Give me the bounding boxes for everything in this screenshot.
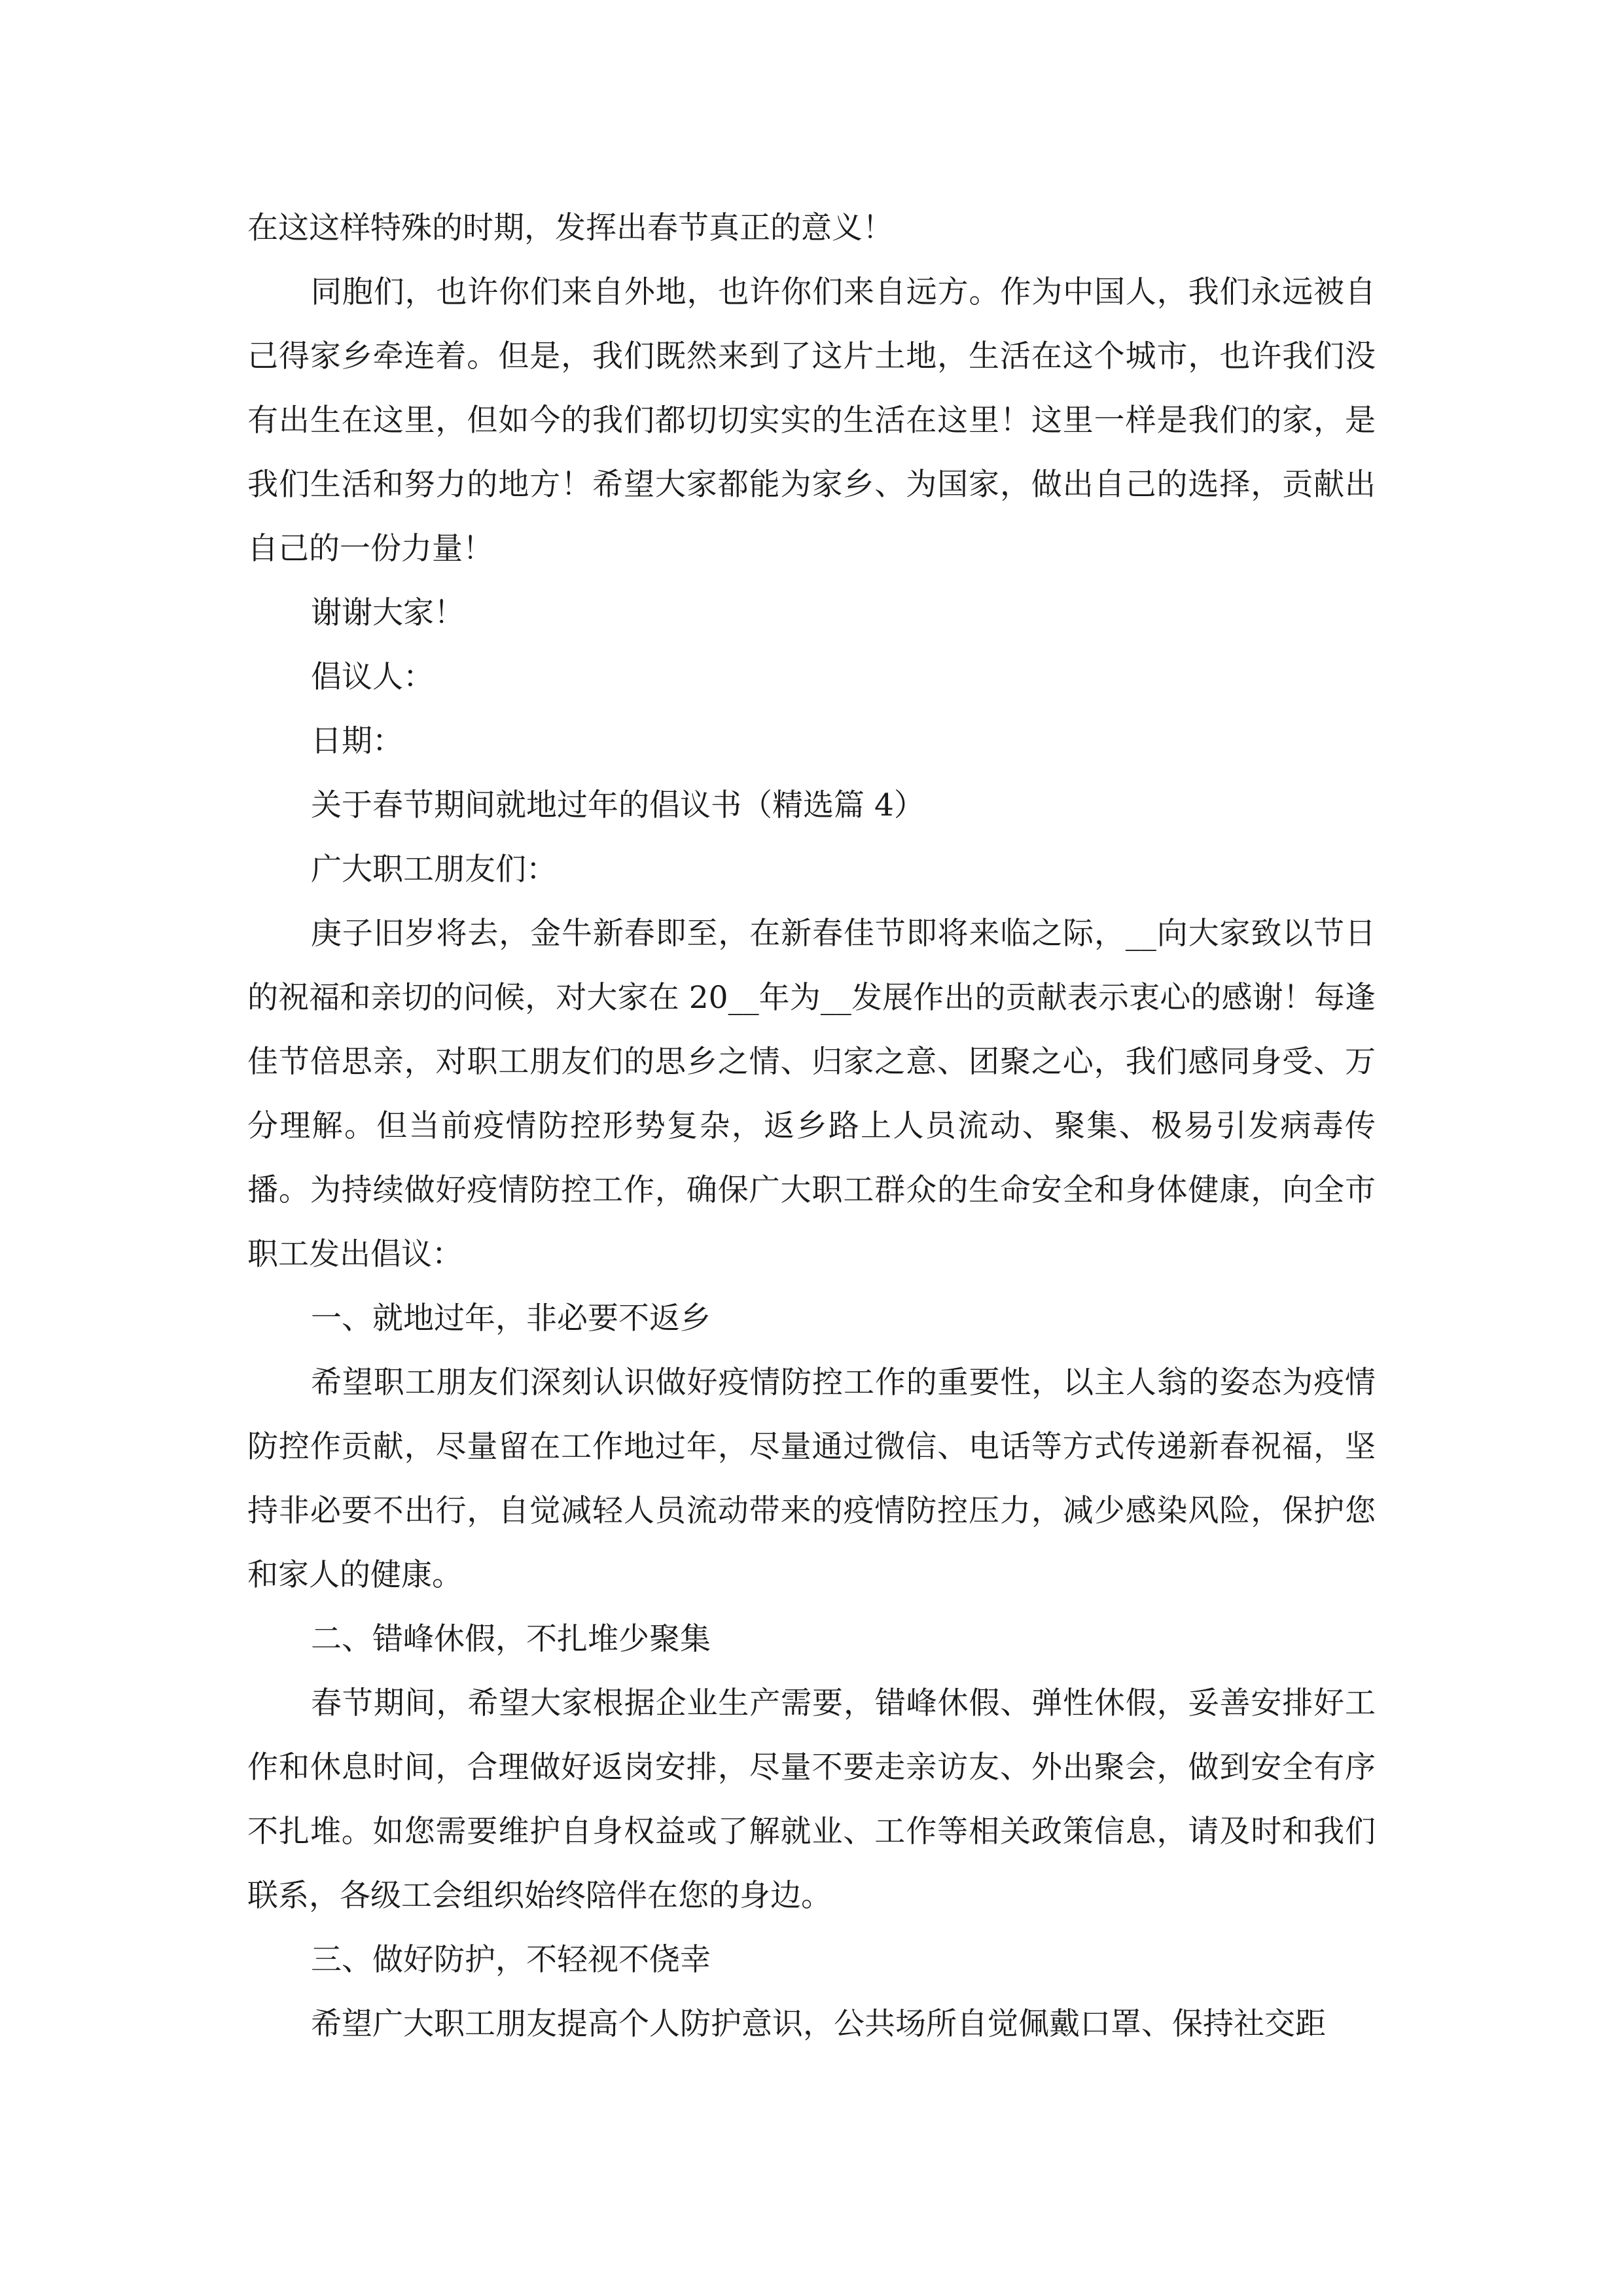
paragraph: 在这这样特殊的时期，发挥出春节真正的意义！ xyxy=(247,210,893,246)
paragraph: 同胞们，也许你们来自外地，也许你们来自远方。作为中国人，我们永远被自己得家乡牵连着。但是，我们既然来到了这片土地，生活在这个城市，也许我们没有出生在这里，但如今的我们都切切实实的生活在这里！这里一样是我们的家，是我们生活和努力的地方！希望大家都能为家乡、为国家，做出自己的选择，贡献出自己的一份力量！ xyxy=(247,274,1376,567)
point-heading: 二、错峰休假，不扎堆少聚集 xyxy=(311,1621,711,1657)
closing-thanks: 谢谢大家！ xyxy=(311,595,465,631)
paragraph: 希望职工朋友们深刻认识做好疫情防控工作的重要性，以主人翁的姿态为疫情防控作贡献，尽量留在工作地过年，尽量通过微信、电话等方式传递新春祝福，坚持非必要不出行，自觉减轻人员流动带来的疫情防控压力，减少感染风险，保护您和家人的健康。 xyxy=(247,1365,1376,1593)
salutation: 广大职工朋友们： xyxy=(311,852,557,888)
paragraph: 庚子旧岁将去，金牛新春即至，在新春佳节即将来临之际，__向大家致以节日的祝福和亲切的问候，对大家在 20__年为__发展作出的贡献表示衷心的感谢！每逢佳节倍思亲，对职工朋友们的思乡之情、归家之意、团聚之心，我们感同身受、万分理解。但当前疫情防控形势复杂，返乡路上人员流动、聚集、极易引发病毒传播。为持续做好疫情防控工作，确保广大职工群众的生命安全和身体健康，向全市职工发出倡议： xyxy=(247,916,1376,1272)
point-heading: 一、就地过年，非必要不返乡 xyxy=(311,1300,711,1336)
point-heading: 三、做好防护，不轻视不侥幸 xyxy=(311,1942,711,1978)
date-label: 日期： xyxy=(311,723,403,759)
section-title: 关于春节期间就地过年的倡议书（精选篇 4） xyxy=(311,787,925,823)
document-body xyxy=(247,196,1376,2056)
paragraph: 希望广大职工朋友提高个人防护意识，公共场所自觉佩戴口罩、保持社交距 xyxy=(311,2006,1326,2042)
signatory-label: 倡议人： xyxy=(311,659,434,695)
paragraph: 春节期间，希望大家根据企业生产需要，错峰休假、弹性休假，妥善安排好工作和休息时间，合理做好返岗安排，尽量不要走亲访友、外出聚会，做到安全有序不扎堆。如您需要维护自身权益或了解就业、工作等相关政策信息，请及时和我们联系，各级工会组织始终陪伴在您的身边。 xyxy=(247,1685,1376,1914)
